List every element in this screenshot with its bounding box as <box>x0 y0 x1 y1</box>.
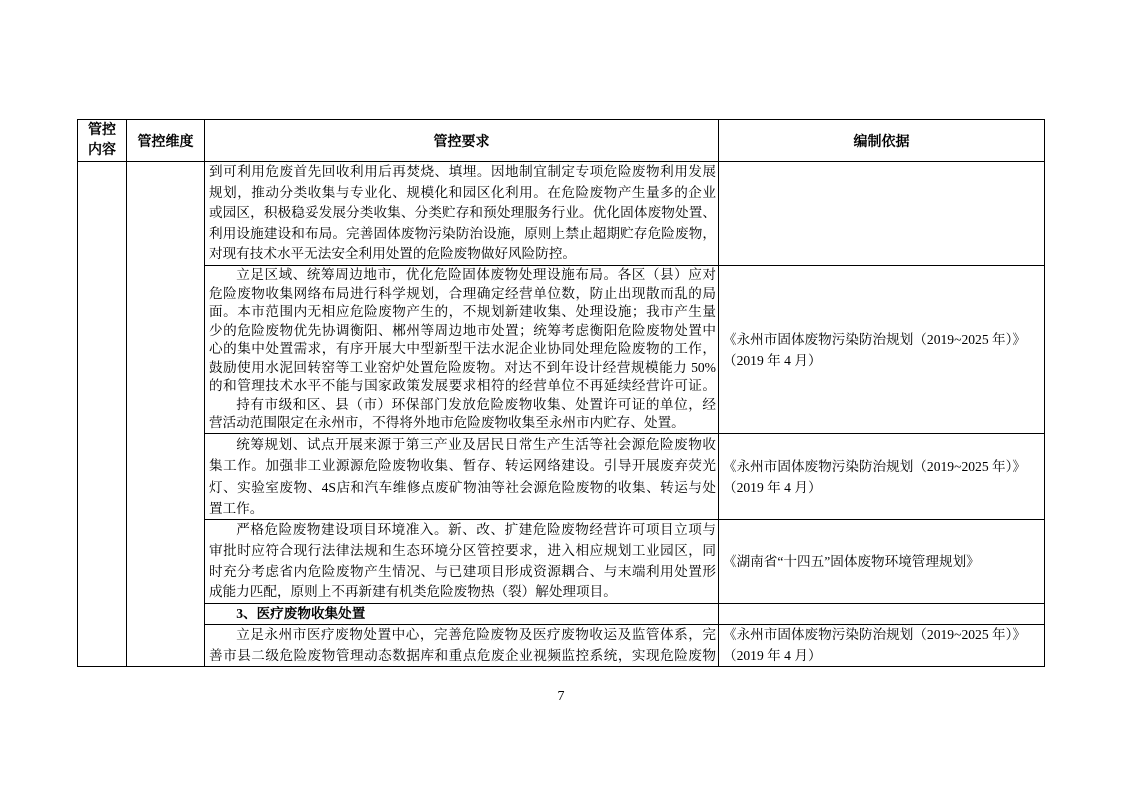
requirement-line: 立足区域、统筹周边地市，优化危险固体废物处理设施布局。各区（县）应对 <box>236 267 716 282</box>
table-row <box>205 434 1044 520</box>
basis-document-title: 《湖南省“十四五”固体废物环境管理规划》 <box>723 554 980 569</box>
requirement-line: 少的危险废物优先协调衡阳、郴州等周边地市处置；统筹考虑衡阳危险废物处置中 <box>209 322 716 338</box>
basis-cell <box>719 266 1044 433</box>
basis-document-title: 《永州市固体废物污染防治规划（2019~2025 年）》 <box>723 331 1027 347</box>
requirement-cell <box>205 434 719 519</box>
table-header <box>78 120 1044 162</box>
requirement-line: 的和管理技术水平不能与国家政策发展要求相符的经营单位不再延续经营许可证。 <box>209 378 716 394</box>
table-row <box>205 625 1044 666</box>
basis-document-date: （2019 年 4 月） <box>723 352 822 368</box>
requirement-cell <box>205 266 719 433</box>
dimension-column-cell <box>127 162 205 666</box>
header-requirement: 管控要求 <box>205 120 719 161</box>
basis-document-date: （2019 年 4 月） <box>723 647 822 663</box>
requirement-line: 置工作。 <box>209 500 264 516</box>
header-content <box>78 120 127 161</box>
requirement-line: 营活动范围限定在永州市，不得将外地市危险废物收集至永州市内贮存、处置。 <box>209 415 685 431</box>
page-number: 7 <box>557 689 565 704</box>
basis-cell <box>719 520 1044 603</box>
section-heading: 3、医疗废物收集处置 <box>236 606 366 621</box>
table-row <box>205 162 1044 266</box>
basis-document-title: 《永州市固体废物污染防治规划（2019~2025 年）》 <box>723 458 1027 474</box>
requirement-line: 严格危险废物建设项目环境准入。新、改、扩建危险废物经营许可项目立项与 <box>236 522 716 537</box>
basis-cell <box>719 162 1044 265</box>
content-column-cell <box>78 162 127 666</box>
requirement-cell <box>205 162 719 265</box>
requirement-line: 灯、实验室废物、4S店和汽车维修点废矿物油等社会源危险废物的收集、转运与处 <box>209 479 716 495</box>
requirement-cell <box>205 604 719 624</box>
table-row <box>205 604 1044 625</box>
requirement-line: 鼓励使用水泥回转窑等工业窑炉处置危险废物。对达不到年设计经营规模能力 50% <box>209 359 716 375</box>
requirement-line: 对现有技术水平无法安全利用处置的危险废物做好风险防控。 <box>209 246 577 262</box>
requirement-line: 集工作。加强非工业源源危险废物收集、暂存、转运网络建设。引导开展废弃荧光 <box>209 458 716 474</box>
requirement-line: 心的集中处置需求，有序开展大中型新型干法水泥企业协同处理危险废物的工作， <box>209 341 716 357</box>
requirement-line: 审批时应符合现行法律法规和生态环境分区管控要求，进入相应规划工业园区，同 <box>209 542 716 558</box>
requirement-line: 善市县二级危险废物管理动态数据库和重点危废企业视频监控系统，实现危险废物 <box>209 647 716 663</box>
requirement-cell <box>205 625 719 666</box>
header-content-label: 管控内容 <box>88 122 116 158</box>
basis-cell <box>719 604 1044 624</box>
control-requirements-table <box>77 119 1045 667</box>
requirement-line: 统筹规划、试点开展来源于第三产业及居民日常生产生活等社会源危险废物收 <box>236 437 716 452</box>
requirement-line: 利用设施建设和布局。完善固体废物污染防治设施，原则上禁止超期贮存危险废物， <box>209 225 716 241</box>
requirement-line: 面。本市范围内无相应危险废物产生的，不规划新建收集、处理设施；我市产生量 <box>209 304 716 320</box>
requirement-line: 危险废物收集网络布局进行科学规划，合理确定经营单位数，防止出现散而乱的局 <box>209 285 716 301</box>
table-row <box>205 520 1044 604</box>
basis-document-date: （2019 年 4 月） <box>723 479 822 495</box>
requirement-line: 持有市级和区、县（市）环保部门发放危险废物收集、处置许可证的单位，经 <box>236 396 716 412</box>
header-dimension: 管控维度 <box>127 120 205 161</box>
header-basis: 编制依据 <box>853 134 910 150</box>
requirement-line: 或园区，积极稳妥发展分类收集、分类贮存和预处理服务行业。优化固体废物处置、 <box>209 205 716 221</box>
requirement-line: 立足永州市医疗废物处置中心，完善危险废物及医疗废物收运及监管体系，完 <box>236 627 716 642</box>
basis-document-title: 《永州市固体废物污染防治规划（2019~2025 年）》 <box>723 627 1027 642</box>
basis-cell <box>719 625 1044 666</box>
requirement-line: 成能力匹配，原则上不再新建有机类危险废物热（裂）解处理项目。 <box>209 584 617 600</box>
requirement-line: 到可利用危废首先回收利用后再焚烧、填埋。因地制宜制定专项危险废物利用发展 <box>209 164 716 179</box>
requirement-cell <box>205 520 719 603</box>
requirement-line: 时充分考虑省内危险废物产生情况、与已建项目形成资源耦合、与末端利用处置形 <box>209 563 716 579</box>
requirement-line: 规划，推动分类收集与专业化、规模化和园区化利用。在危险废物产生量多的企业 <box>209 184 716 200</box>
basis-cell <box>719 434 1044 519</box>
table-row <box>205 266 1044 434</box>
